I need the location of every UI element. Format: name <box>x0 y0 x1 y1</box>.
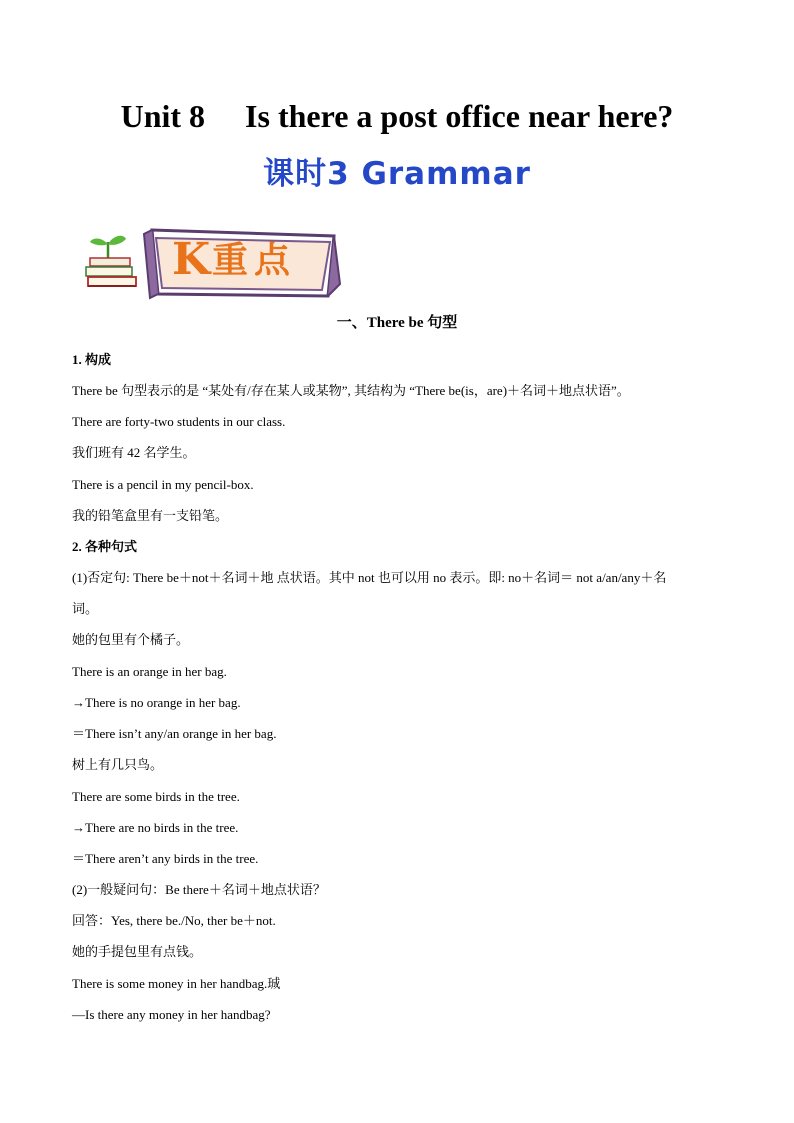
heading-sentence-types: 2. 各种句式 <box>72 539 138 554</box>
paragraph-line: There be 句型表示的是 “某处有/存在某人或某物”, 其结构为 “There be(is，are)＋名词＋地点状语”。 <box>72 383 630 398</box>
example-sentence: There is some money in her handbag.珹 <box>72 976 281 991</box>
example-sentence: →There is no orange in her bag. <box>72 695 241 710</box>
key-points-badge <box>84 224 344 302</box>
example-sentence: There are forty-two students in our class. <box>72 414 286 429</box>
badge-letter: K <box>172 234 211 285</box>
example-sentence: ＝There isn’t any/an orange in her bag. <box>72 726 277 741</box>
paragraph-line: (1)否定句: There be＋not＋名词＋地 点状语。其中 not 也可以用 no 表示。即: no＋名词＝ not a/an/any＋名 <box>72 570 667 585</box>
page-title: Unit 8 Is there a post office near here? <box>120 98 674 134</box>
translation-line: 她的手提包里有点钱。 <box>72 944 203 959</box>
example-sentence: There is a pencil in my pencil-box. <box>72 477 254 492</box>
paragraph-line: (2)一般疑问句：Be there＋名词＋地点状语？ <box>72 882 326 897</box>
section-title: 一、There be 句型 <box>336 315 458 331</box>
example-sentence: ＝There aren’t any birds in the tree. <box>72 851 259 866</box>
translation-line: 我的铅笔盒里有一支铅笔。 <box>72 508 229 523</box>
example-sentence: →There are no birds in the tree. <box>72 820 239 835</box>
translation-line: 她的包里有个橘子。 <box>72 632 190 647</box>
lesson-subtitle: 课时3 Grammar <box>263 156 531 192</box>
badge-text: 重点 <box>212 240 297 281</box>
example-sentence: There are some birds in the tree. <box>72 789 240 804</box>
paragraph-line: 回答：Yes, there be./No, ther be＋not. <box>72 913 276 928</box>
paragraph-line: 词。 <box>72 601 99 616</box>
example-sentence: There is an orange in her bag. <box>72 664 227 679</box>
translation-line: 我们班有 42 名学生。 <box>72 445 196 460</box>
heading-structure: 1. 构成 <box>72 352 112 367</box>
translation-line: 树上有几只鸟。 <box>72 757 164 772</box>
example-sentence: —Is there any money in her handbag? <box>72 1007 271 1022</box>
